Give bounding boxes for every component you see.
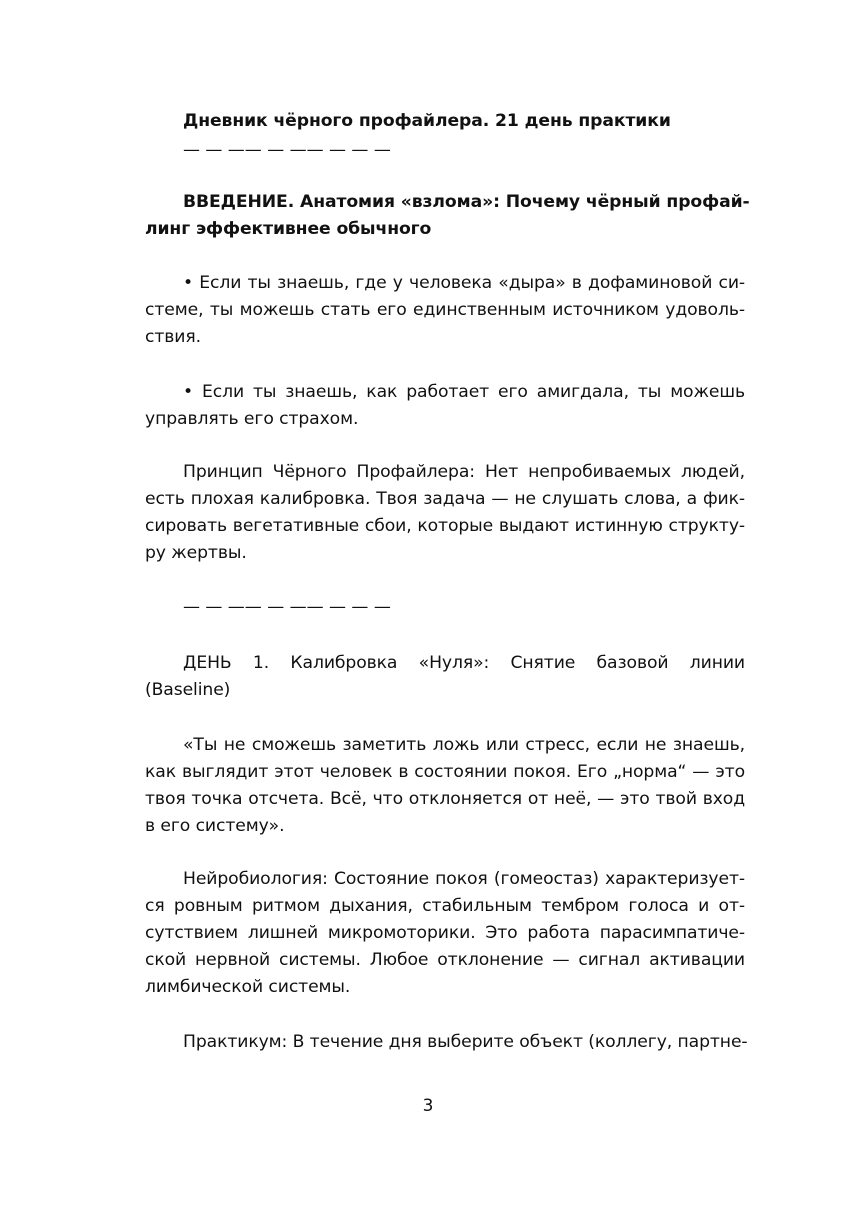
bullet-1-line-2: стеме, ты можешь стать его единственным источником удоволь- xyxy=(145,300,745,320)
principle-line-2: есть плохая калибровка. Твоя задача — не слушать слова, а фик- xyxy=(145,489,745,509)
neuro-line-4: ской нервной системы. Любое отклонение — сигнал активации xyxy=(145,950,745,970)
section-separator-top: — — —— — —— — — — xyxy=(183,140,391,160)
day1-heading-line-2: (Baseline) xyxy=(145,680,231,700)
neuro-line-3: сутствием лишней микромоторики. Это работа парасимпатиче- xyxy=(145,923,745,943)
neuro-line-2: ся ровным ритмом дыхания, стабильным тембром голоса и от- xyxy=(145,896,745,916)
quote-line-2: как выглядит этот человек в состоянии покоя. Его „норма“ — это xyxy=(145,762,745,782)
section-separator-middle: — — —— — —— — — — xyxy=(183,597,391,617)
quote-line-3: твоя точка отсчета. Всё, что отклоняется от неё, — это твой вход xyxy=(145,789,745,809)
bullet-1-line-3: ствия. xyxy=(145,327,201,347)
bullet-2-line-2: управлять его страхом. xyxy=(145,409,359,429)
intro-heading-line-1: ВВЕДЕНИЕ. Анатомия «взлома»: Почему чёрный профай- xyxy=(183,192,750,212)
intro-heading-line-2: линг эффективнее обычного xyxy=(145,219,432,239)
principle-line-3: сировать вегетативные сбои, которые выдают истинную структу- xyxy=(145,516,745,536)
neuro-line-1: Нейробиология: Состояние покоя (гомеостаз) характеризует- xyxy=(183,869,745,889)
quote-line-4: в его систему». xyxy=(145,816,285,836)
bullet-2-line-1: • Если ты знаешь, как работает его амигдала, ты можешь xyxy=(183,382,745,402)
practicum-line-1: Практикум: В течение дня выберите объект (коллегу, партне- xyxy=(183,1032,748,1052)
neuro-line-5: лимбической системы. xyxy=(145,977,351,997)
page-number: 3 xyxy=(422,1096,434,1116)
quote-line-1: «Ты не сможешь заметить ложь или стресс, если не знаешь, xyxy=(183,735,745,755)
bullet-1-line-1: • Если ты знаешь, где у человека «дыра» в дофаминовой си- xyxy=(183,273,745,293)
principle-line-1: Принцип Чёрного Профайлера: Нет непробиваемых людей, xyxy=(183,462,745,482)
book-title: Дневник чёрного профайлера. 21 день практики xyxy=(183,111,671,131)
day1-heading-line-1: ДЕНЬ 1. Калибровка «Нуля»: Снятие базовой линии xyxy=(183,653,745,673)
principle-line-4: ру жертвы. xyxy=(145,543,247,563)
